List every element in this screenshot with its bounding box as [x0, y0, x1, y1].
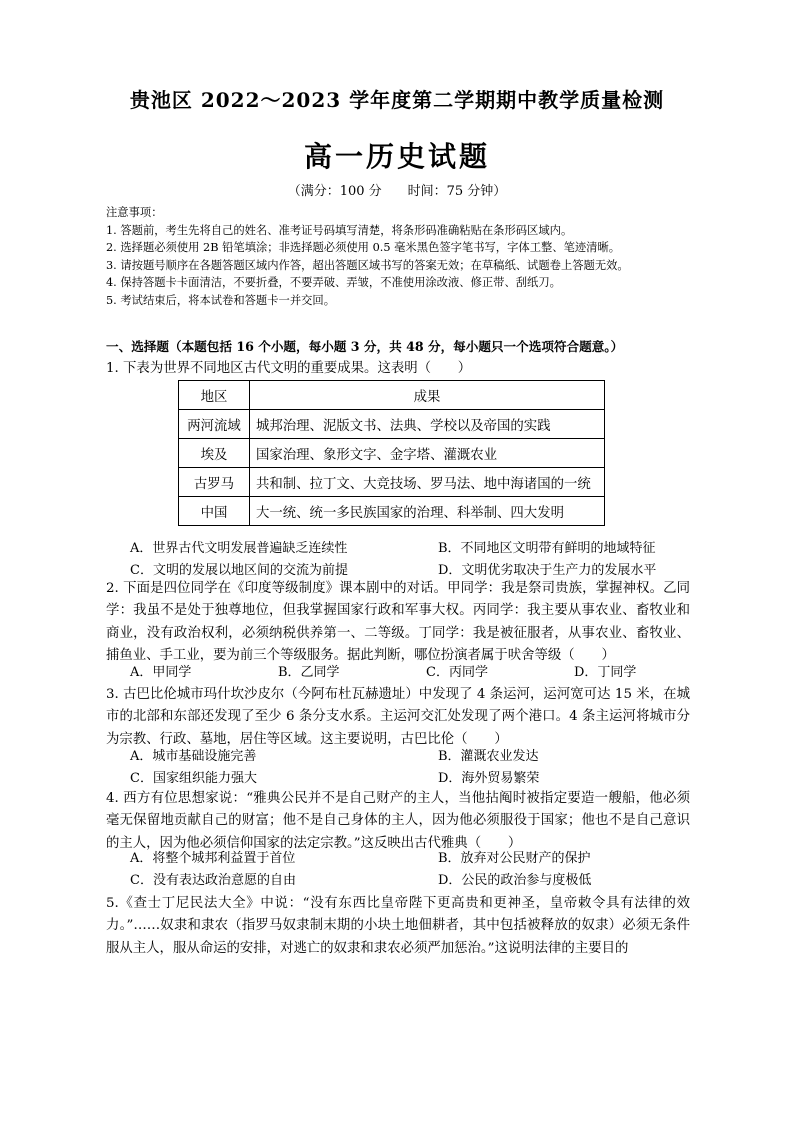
option-b: B．灌溉农业发达 [438, 749, 539, 764]
option-b: B．不同地区文明带有鲜明的地域特征 [438, 541, 656, 556]
table-cell-achievement: 国家治理、象形文字、金字塔、灌溉农业 [250, 439, 605, 468]
exam-title: 贵池区 2022～2023 学年度第二学期期中教学质量检测 [129, 88, 665, 112]
option-a: A．世界古代文明发展普遍缺乏连续性 [130, 541, 348, 556]
option-a: A．将整个城邦利益置于首位 [130, 851, 296, 866]
option-a: A．甲同学 [130, 665, 192, 680]
table-row [179, 439, 605, 468]
option-b: B．放弃对公民财产的保护 [438, 851, 591, 866]
table-header-cell: 成果 [250, 381, 605, 410]
question-2-options [130, 662, 710, 684]
table-cell-achievement: 城邦治理、泥版文书、法典、学校以及帝国的实践 [250, 410, 605, 439]
notice-block [106, 204, 706, 310]
section-heading: 一、选择题（本题包括 16 个小题，每小题 3 分，共 48 分，每小题只一个选项符合题意。） [106, 339, 624, 354]
table-row [179, 468, 605, 497]
notice-item: 1. 答题前，考生先将自己的姓名、准考证号码填写清楚，将条形码准确粘贴在条形码区域内。 [106, 223, 573, 237]
option-c: C．文明的发展以地区间的交流为前提 [130, 563, 348, 579]
table-header-row [179, 381, 605, 410]
subject-title: 高一历史试题 [303, 140, 490, 173]
option-b: B．乙同学 [278, 665, 340, 680]
notice-item: 4. 保持答题卡卡面清洁，不要折叠，不要弄破、弄皱，不准使用涂改液、修正带、刮纸刀。 [106, 276, 561, 290]
option-a: A．城市基础设施完善 [130, 749, 257, 764]
notice-title: 注意事项： [106, 206, 163, 219]
table-header-cell: 地区 [179, 381, 250, 410]
question-5-stem: 5.《查士丁尼民法大全》中说：“没有东西比皇帝陛下更高贵和更神圣，皇帝敕令具有法律的效力。”……奴隶和隶农（指罗马奴隶制末期的小块土地佃耕者，其中包括被释放的奴隶）必须无条件服从主人，服从命运的安排，对逃亡的奴隶和隶农必须严加惩治。”这说明法律的主要目的 [106, 896, 690, 956]
question-3-stem: 3. 古巴比伦城市玛什坎沙皮尔（今阿布杜瓦赫遗址）中发现了 4 条运河，运河宽可达 15 米，在城市的北部和东部还发现了至少 6 条分支水系。主运河交汇处发现了两个港口。4 条主运河将城市分为宗教、行政、墓地，居住等区域。这主要说明，古巴比伦（ ） [106, 687, 690, 747]
table-cell-achievement: 共和制、拉丁文、大竞技场、罗马法、地中海诸国的一统 [250, 468, 605, 497]
question-4-options [130, 848, 710, 893]
question-1-options [130, 538, 710, 583]
table-cell-region: 埃及 [179, 439, 250, 468]
table-cell-region: 两河流域 [179, 410, 250, 439]
question-1-stem: 1. 下表为世界不同地区古代文明的重要成果。这表明（ ） [106, 361, 472, 376]
question-2-stem: 2. 下面是四位同学在《印度等级制度》课本剧中的对话。甲同学：我是祭司贵族，掌握神权。乙同学：我虽不是处于独尊地位，但我掌握国家行政和军事大权。丙同学：我主要从事农业、畜牧业和商业，没有政治权利，必须纳税供养第一、二等级。丁同学：我是被征服者，从事农业、畜牧业、捕鱼业、手工业，要为前三个等级服务。据此判断，哪位扮演者属于吠舍等级（ ） [106, 581, 690, 664]
option-c: C．没有表达政治意愿的自由 [130, 873, 296, 889]
score-time-line: （满分：100 分 时间：75 分钟） [287, 184, 507, 199]
table-cell-achievement: 大一统、统一多民族国家的治理、科举制、四大发明 [250, 497, 605, 526]
option-c: C．丙同学 [426, 665, 488, 680]
table-row [179, 410, 605, 439]
option-d: D．海外贸易繁荣 [438, 771, 540, 787]
question-4-stem: 4. 西方有位思想家说：“雅典公民并不是自己财产的主人，当他拈阄时被指定要造一艘船，他必须毫无保留地贡献自己的财富；他不是自己身体的主人，因为他必须服役于国家；他也不是自己意识的主人，因为他必须信仰国家的法定宗教。”这反映出古代雅典（ ） [106, 791, 690, 851]
notice-item: 5. 考试结束后，将本试卷和答题卡一并交回。 [106, 293, 336, 307]
notice-item: 2. 选择题必须使用 2B 铅笔填涂；非选择题必须使用 0.5 毫米黑色签字笔书写，字体工整、笔迹清晰。 [106, 241, 621, 255]
table-cell-region: 古罗马 [179, 468, 250, 497]
option-d: D．丁同学 [574, 665, 637, 680]
table-row [179, 497, 605, 526]
notice-item: 3. 请按题号顺序在各题答题区域内作答，超出答题区域书写的答案无效；在草稿纸、试题卷上答题无效。 [106, 258, 629, 272]
option-c: C．国家组织能力强大 [130, 771, 257, 787]
question-3-options [130, 746, 710, 791]
question-1-table [178, 380, 605, 526]
table-cell-region: 中国 [179, 497, 250, 526]
option-d: D．文明优劣取决于生产力的发展水平 [438, 563, 657, 579]
option-d: D．公民的政治参与度极低 [438, 873, 592, 889]
